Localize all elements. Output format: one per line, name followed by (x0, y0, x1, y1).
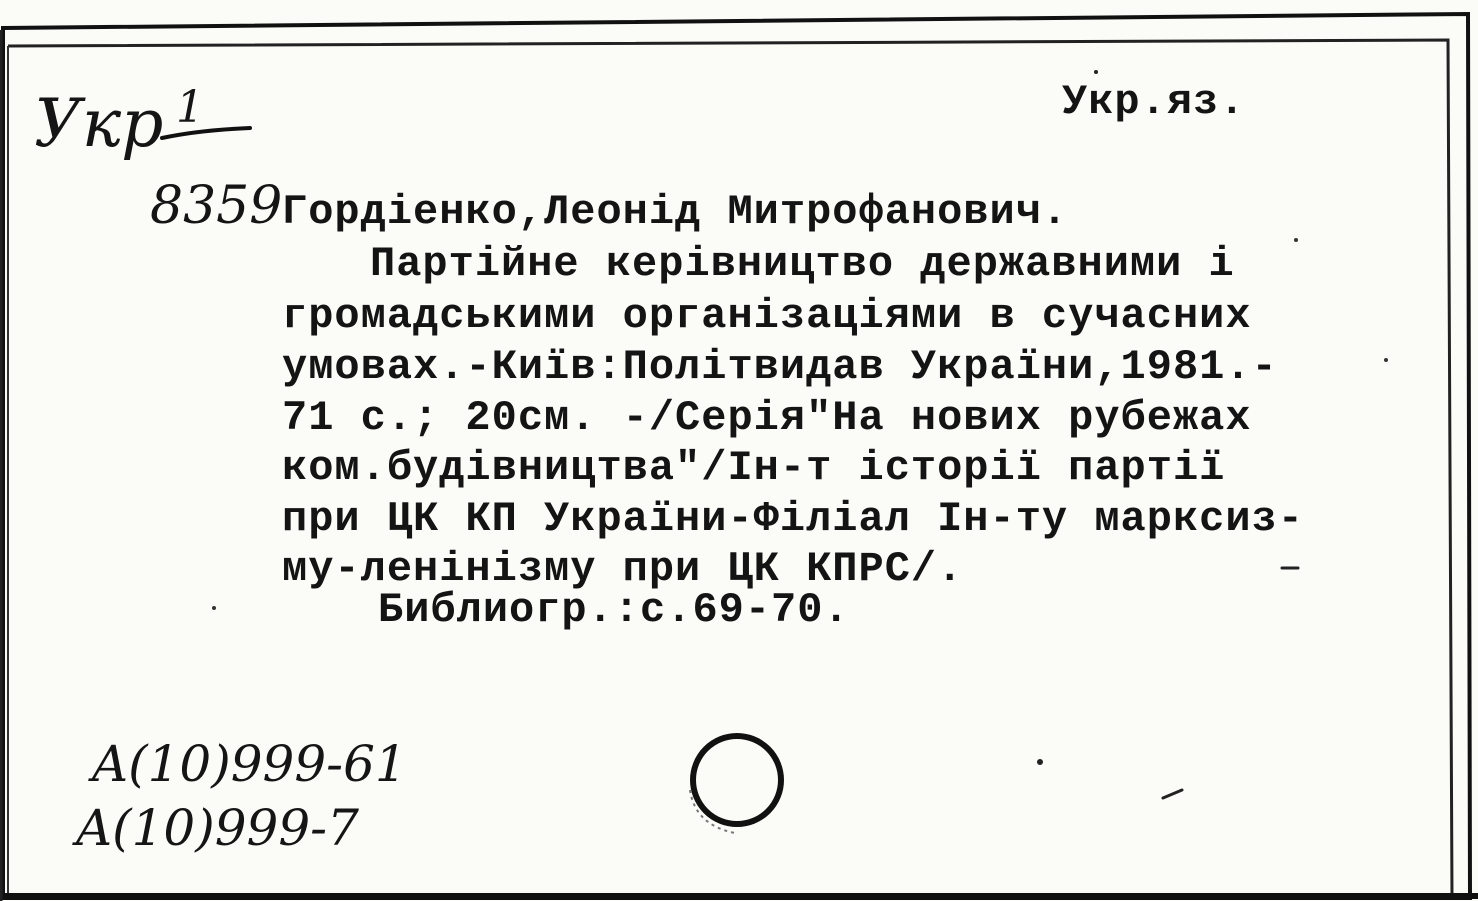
inventory-number: A(10)999-7 (76, 799, 359, 857)
author-heading: Гордіенко,Леонід Митрофанович. (282, 188, 1069, 236)
series-line: при ЦК КП України-Філіал Ін-ту марксиз- (282, 495, 1304, 543)
title-line: громадськими організаціями в сучасних (282, 292, 1252, 340)
series-line: 71 с.; 20см. -/Серія"На нових рубежах (282, 394, 1252, 442)
title-line: Партійне керівництво державними і (370, 240, 1235, 288)
bibliography-note: Библиогр.:с.69-70. (378, 586, 850, 634)
publication-line: умовах.-Київ:Політвидав України,1981.- (282, 343, 1278, 391)
series-line: му-ленінізму при ЦК КПРС/. (282, 545, 964, 593)
series-line: ком.будівництва"/Ін-т історії партії (282, 444, 1226, 492)
shelfmark-prefix: Укр (34, 85, 164, 162)
shelfmark-fraction-numerator: 1 (176, 82, 204, 133)
inventory-number: A(10)999-61 (92, 735, 407, 793)
shelfmark-number: 8359 (150, 176, 283, 236)
language-label: Укр.яз. (1062, 78, 1246, 126)
